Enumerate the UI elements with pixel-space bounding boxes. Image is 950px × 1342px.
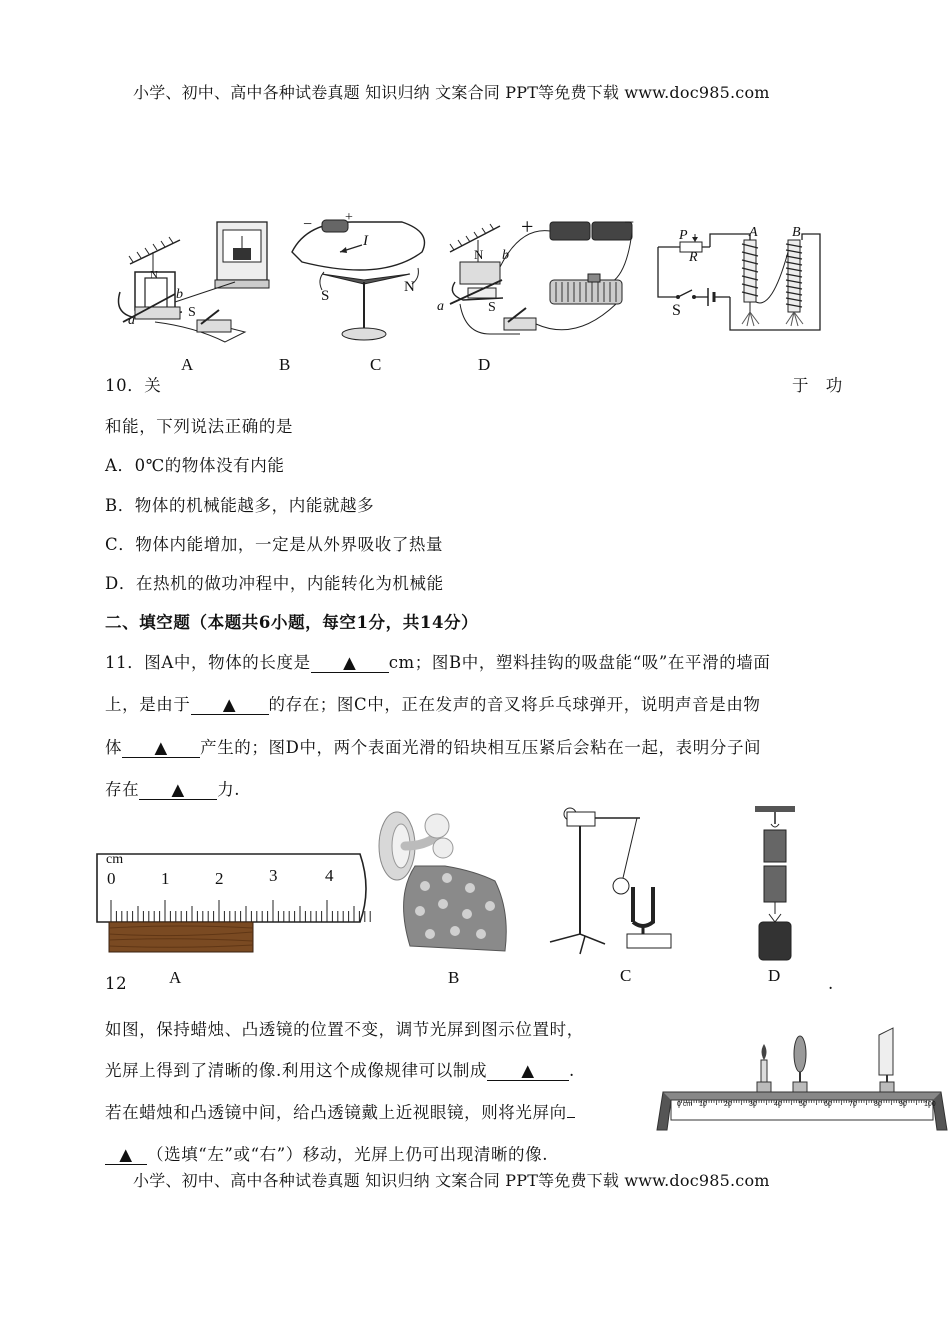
fig-c-current-label: I (363, 233, 368, 249)
q11-text: cm；图B中，塑料挂钩的吸盘能“吸”在平滑的墙面 (388, 653, 771, 672)
bench-tick-label: 10 (699, 1101, 707, 1108)
fig-e-s-label: S (672, 302, 681, 319)
q11-text: 11．图A中，物体的长度是 (105, 653, 311, 672)
q10-option-c: C．物体内能增加，一定是从外界吸收了热量 (105, 535, 444, 554)
q10-option-a: A．0℃的物体没有内能 (105, 456, 285, 475)
bench-tick-label: 90 (899, 1101, 907, 1108)
answer-blank: ▲ (139, 781, 217, 800)
ruler-tick-label: 0 (107, 869, 116, 888)
fig-a-b-label: b (176, 287, 183, 302)
q11-text: 力. (217, 780, 241, 799)
ruler-tick-label: 2 (215, 869, 224, 888)
answer-blank: ▲ (122, 739, 200, 758)
bench-tick-label: 80 (874, 1101, 882, 1108)
bench-tick-label: 30 (749, 1101, 757, 1108)
fig-c-plus: + (345, 210, 353, 225)
q10-stem-tail: 于 功 (792, 376, 849, 395)
q12-text: （选填“左”或“右”）移动，光屏上仍可出现清晰的像. (147, 1145, 549, 1164)
section-heading: 二、填空题（本题共6小题，每空1分，共14分） (105, 613, 479, 632)
q12-text: 光屏上得到了清晰的像.利用这个成像规律可以制成 (105, 1061, 488, 1080)
fig-d-b-label: b (502, 248, 509, 263)
fig-c-n-label: N (404, 279, 415, 295)
fig-a-s-label: S (188, 305, 196, 320)
figure-tuning-fork (545, 804, 675, 964)
q12-text: 若在蜡烛和凸透镜中间，给凸透镜戴上近视眼镜，则将光屏向 (105, 1103, 567, 1122)
top-figure-label-b: B (279, 355, 291, 374)
bench-unit: 0 cm (677, 1101, 693, 1108)
q11-figure-label-a: A (169, 968, 182, 987)
answer-blank: ▲ (311, 654, 389, 673)
q12-line-3 (105, 1099, 575, 1123)
q10-option-b: B．物体的机械能越多，内能就越多 (105, 496, 375, 515)
ruler-unit: cm (106, 852, 124, 867)
q11-figure-label-c: C (620, 966, 632, 985)
ruler-tick-label: 4 (325, 866, 334, 885)
q11-text: 上，是由于 (105, 695, 191, 714)
top-figure-label-a: A (181, 355, 194, 374)
page-header: 小学、初中、高中各种试卷真题 知识归纳 文案合同 PPT等免费下载 www.doc985.com (133, 83, 770, 102)
answer-blank: ▲ (487, 1062, 569, 1081)
figure-lead-blocks (745, 806, 805, 966)
q10-number: 10．关 (105, 376, 162, 395)
fig-d-s-label: S (488, 300, 496, 315)
fig-e-p-label: P (679, 228, 688, 243)
q11-line-3 (105, 734, 761, 758)
q11-text: 体 (105, 738, 123, 757)
bench-tick-label: 50 (799, 1101, 807, 1108)
bench-tick-label: 20 (724, 1101, 732, 1108)
fig-a-a-label: a (128, 313, 135, 328)
page-footer: 小学、初中、高中各种试卷真题 知识归纳 文案合同 PPT等免费下载 www.doc985.com (133, 1171, 770, 1190)
figure-optical-bench (657, 1020, 947, 1138)
q11-text: 的存在；图C中，正在发声的音叉将乒乓球弹开，说明声音是由物 (268, 695, 761, 714)
bench-tick-label: 100 (924, 1101, 936, 1108)
q12-number: 12 (105, 974, 128, 993)
q12-text: . (569, 1061, 575, 1080)
q11-text: 产生的；图D中，两个表面光滑的铅块相互压紧后会粘在一起，表明分子间 (200, 738, 762, 757)
fig-d-a-label: a (437, 299, 444, 314)
q10-option-d: D．在热机的做功冲程中，内能转化为机械能 (105, 574, 444, 593)
bench-tick-label: 70 (849, 1101, 857, 1108)
q11-line-4 (105, 776, 240, 800)
fig-d-n-label: N (474, 247, 484, 262)
q11-line-1 (105, 649, 771, 673)
answer-blank: ▲ (105, 1146, 147, 1165)
figure-a-electromagnetic-induction (115, 212, 280, 347)
q12-line-4 (105, 1141, 548, 1165)
fig-d-minus: − (624, 212, 635, 232)
top-figure-label-c: C (370, 355, 382, 374)
bench-tick-label: 60 (824, 1101, 832, 1108)
fig-a-n-label: N (150, 269, 158, 281)
q12-line-1: 如图，保持蜡烛、凸透镜的位置不变，调节光屏到图示位置时， (105, 1020, 584, 1039)
q11-figure-label-d: D (768, 966, 781, 985)
answer-blank: ▲ (191, 696, 269, 715)
fig-d-plus: + (521, 214, 534, 239)
fig-e-r-label: R (689, 250, 698, 265)
q11-text: 存在 (105, 780, 140, 799)
bench-tick-label: 40 (774, 1101, 782, 1108)
ruler-tick-label: 1 (161, 869, 170, 888)
figure-d-circuit (440, 212, 640, 347)
fig-e-b-label: B (792, 225, 801, 240)
q10-stem: 和能，下列说法正确的是 (105, 417, 294, 436)
fig-c-minus: − (303, 216, 313, 233)
answer-blank (567, 1117, 575, 1118)
q12-dot: . (828, 974, 834, 993)
figure-suction-hook (375, 806, 515, 951)
ruler-tick-label: 3 (269, 866, 278, 885)
q11-figure-label-b: B (448, 968, 460, 987)
fig-c-s-label: S (321, 288, 330, 304)
q12-line-2 (105, 1057, 575, 1081)
fig-e-a-label: A (749, 225, 758, 240)
q11-line-2 (105, 691, 761, 715)
top-figure-label-d: D (478, 355, 491, 374)
